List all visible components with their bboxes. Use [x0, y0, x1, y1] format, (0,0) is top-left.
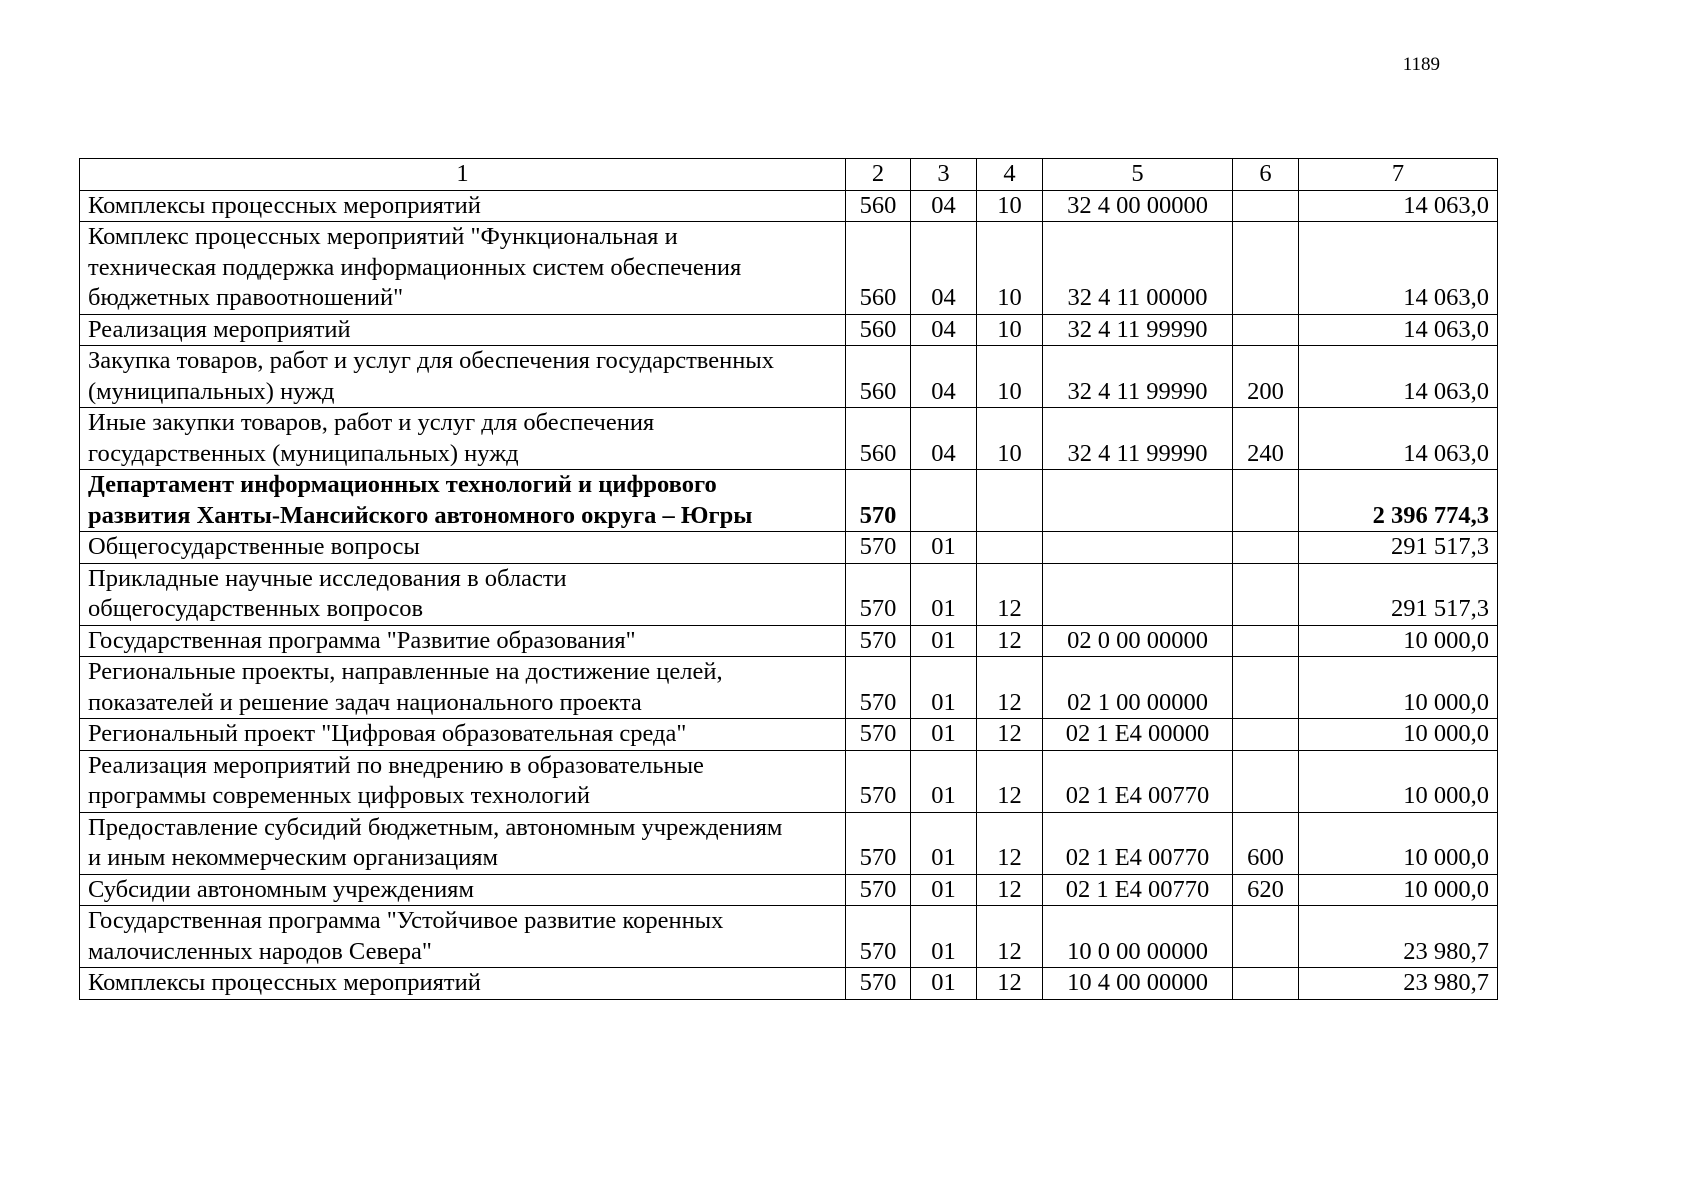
cell-name-line: Субсидии автономным учреждениям: [88, 875, 474, 903]
table-row: [80, 625, 1498, 657]
cell-code: 570: [846, 874, 911, 906]
cell-target-article: 32 4 11 99990: [1043, 408, 1233, 470]
cell-code: 560: [846, 346, 911, 408]
column-header-3: 3: [911, 159, 977, 191]
cell-subsection: 10: [977, 346, 1043, 408]
cell-section: 04: [911, 190, 977, 222]
page-number: 1189: [1402, 54, 1440, 75]
cell-expense-type: 240: [1233, 408, 1299, 470]
cell-target-article: 02 1 Е4 00770: [1043, 812, 1233, 874]
cell-amount: 14 063,0: [1299, 314, 1498, 346]
cell-name-line: государственных (муниципальных) нужд: [88, 439, 519, 467]
cell-target-article: 02 0 00 00000: [1043, 625, 1233, 657]
cell-code: 560: [846, 314, 911, 346]
cell-code: 560: [846, 408, 911, 470]
cell-section: 01: [911, 750, 977, 812]
cell-name-line: Общегосударственные вопросы: [88, 533, 420, 560]
cell-section: 01: [911, 874, 977, 906]
cell-name-line: Закупка товаров, работ и услуг для обеспечения государственных: [88, 347, 775, 374]
cell-subsection: 10: [977, 222, 1043, 315]
cell-section: 01: [911, 625, 977, 657]
cell-name-line: (муниципальных) нужд: [88, 377, 335, 405]
cell-name: [80, 906, 846, 968]
cell-target-article: 02 1 00 00000: [1043, 657, 1233, 719]
cell-name-line: развития Ханты-Мансийского автономного округа – Югры: [88, 501, 753, 529]
cell-section: 01: [911, 563, 977, 625]
cell-expense-type: [1233, 906, 1299, 968]
cell-name-line: Региональные проекты, направленные на достижение целей,: [88, 658, 723, 685]
cell-section: 01: [911, 657, 977, 719]
cell-name-line: бюджетных правоотношений": [88, 284, 404, 311]
table-row: [80, 314, 1498, 346]
cell-amount: 10 000,0: [1299, 750, 1498, 812]
cell-code: 570: [846, 968, 911, 1000]
cell-amount: 10 000,0: [1299, 657, 1498, 719]
cell-subsection: 12: [977, 657, 1043, 719]
cell-name: [80, 874, 846, 906]
cell-target-article: 02 1 Е4 00770: [1043, 750, 1233, 812]
cell-name-line: общегосударственных вопросов: [88, 595, 424, 622]
table-row: [80, 532, 1498, 564]
column-header-5: 5: [1043, 159, 1233, 191]
cell-section: 01: [911, 532, 977, 564]
cell-amount: 291 517,3: [1299, 563, 1498, 625]
cell-name-line: Иные закупки товаров, работ и услуг для обеспечения: [88, 409, 655, 436]
cell-code: 570: [846, 750, 911, 812]
cell-name-line: Прикладные научные исследования в области: [88, 564, 567, 592]
cell-target-article: 02 1 Е4 00000: [1043, 719, 1233, 751]
cell-section: 01: [911, 812, 977, 874]
cell-expense-type: [1233, 470, 1299, 532]
cell-expense-type: [1233, 532, 1299, 564]
cell-amount: 10 000,0: [1299, 874, 1498, 906]
cell-section: [911, 470, 977, 532]
cell-section: 04: [911, 222, 977, 315]
cell-subsection: 10: [977, 314, 1043, 346]
table-row: [80, 190, 1498, 222]
cell-subsection: 12: [977, 563, 1043, 625]
cell-section: 04: [911, 314, 977, 346]
cell-target-article: 02 1 Е4 00770: [1043, 874, 1233, 906]
cell-amount: 14 063,0: [1299, 408, 1498, 470]
cell-expense-type: 200: [1233, 346, 1299, 408]
cell-name: [80, 314, 846, 346]
table-row: [80, 222, 1498, 315]
cell-subsection: 12: [977, 968, 1043, 1000]
cell-name-line: Региональный проект "Цифровая образовательная среда": [88, 720, 687, 747]
table-header-row: [80, 159, 1498, 191]
cell-section: 01: [911, 906, 977, 968]
cell-subsection: 12: [977, 812, 1043, 874]
cell-subsection: 10: [977, 408, 1043, 470]
cell-target-article: 32 4 11 00000: [1043, 222, 1233, 315]
cell-expense-type: [1233, 968, 1299, 1000]
cell-amount: 10 000,0: [1299, 812, 1498, 874]
cell-name: [80, 812, 846, 874]
column-header-2: 2: [846, 159, 911, 191]
table-row: [80, 906, 1498, 968]
cell-name-line: показателей и решение задач национального проекта: [88, 688, 642, 716]
cell-expense-type: [1233, 625, 1299, 657]
cell-section: 01: [911, 968, 977, 1000]
cell-name-line: программы современных цифровых технологий: [88, 782, 590, 809]
cell-target-article: 10 4 00 00000: [1043, 968, 1233, 1000]
table-row: [80, 563, 1498, 625]
cell-expense-type: [1233, 222, 1299, 315]
cell-target-article: [1043, 563, 1233, 625]
cell-expense-type: [1233, 563, 1299, 625]
cell-name: [80, 346, 846, 408]
cell-expense-type: [1233, 657, 1299, 719]
cell-name-line: Предоставление субсидий бюджетным, автономным учреждениям: [88, 813, 783, 841]
cell-name-line: Комплексы процессных мероприятий: [88, 191, 481, 219]
cell-code: 570: [846, 563, 911, 625]
cell-expense-type: [1233, 750, 1299, 812]
table-row: [80, 812, 1498, 874]
cell-amount: 2 396 774,3: [1299, 470, 1498, 532]
cell-target-article: [1043, 532, 1233, 564]
cell-name: [80, 968, 846, 1000]
cell-subsection: 12: [977, 719, 1043, 751]
cell-name: [80, 719, 846, 751]
cell-name-line: малочисленных народов Севера": [88, 937, 432, 965]
cell-subsection: 12: [977, 625, 1043, 657]
cell-target-article: 10 0 00 00000: [1043, 906, 1233, 968]
cell-name: [80, 222, 846, 315]
column-header-6: 6: [1233, 159, 1299, 191]
cell-name: [80, 190, 846, 222]
cell-name: [80, 408, 846, 470]
cell-code: 570: [846, 532, 911, 564]
cell-name: [80, 657, 846, 719]
cell-expense-type: 620: [1233, 874, 1299, 906]
cell-target-article: 32 4 11 99990: [1043, 314, 1233, 346]
cell-name: [80, 625, 846, 657]
cell-amount: 14 063,0: [1299, 222, 1498, 315]
cell-subsection: [977, 470, 1043, 532]
cell-code: 570: [846, 719, 911, 751]
table-row: [80, 346, 1498, 408]
cell-target-article: 32 4 00 00000: [1043, 190, 1233, 222]
cell-expense-type: 600: [1233, 812, 1299, 874]
cell-name-line: техническая поддержка информационных систем обеспечения: [88, 253, 742, 281]
cell-code: 570: [846, 625, 911, 657]
cell-name-line: Департамент информационных технологий и цифрового: [88, 471, 717, 498]
cell-subsection: 12: [977, 750, 1043, 812]
cell-name: [80, 750, 846, 812]
cell-amount: 10 000,0: [1299, 625, 1498, 657]
cell-name-line: Реализация мероприятий по внедрению в образовательные: [88, 751, 704, 779]
table-row: [80, 719, 1498, 751]
cell-amount: 291 517,3: [1299, 532, 1498, 564]
cell-name: [80, 470, 846, 532]
column-header-1: 1: [80, 159, 846, 191]
cell-section: 04: [911, 408, 977, 470]
table-row: [80, 408, 1498, 470]
cell-code: 570: [846, 906, 911, 968]
cell-section: 01: [911, 719, 977, 751]
budget-table: [79, 158, 1498, 1000]
cell-name: [80, 532, 846, 564]
cell-name: [80, 563, 846, 625]
cell-section: 04: [911, 346, 977, 408]
cell-name-line: и иным некоммерческим организациям: [88, 844, 499, 871]
cell-subsection: 12: [977, 874, 1043, 906]
cell-amount: 10 000,0: [1299, 719, 1498, 751]
column-header-7: 7: [1299, 159, 1498, 191]
cell-expense-type: [1233, 719, 1299, 751]
cell-code: 560: [846, 222, 911, 315]
cell-name-line: Государственная программа "Развитие образования": [88, 626, 636, 654]
cell-name-line: Государственная программа "Устойчивое развитие коренных: [88, 907, 724, 934]
table-row: [80, 657, 1498, 719]
table-row: [80, 968, 1498, 1000]
cell-code: 570: [846, 657, 911, 719]
cell-amount: 14 063,0: [1299, 190, 1498, 222]
table-row: [80, 874, 1498, 906]
cell-code: 560: [846, 190, 911, 222]
cell-target-article: [1043, 470, 1233, 532]
cell-name-line: Комплекс процессных мероприятий "Функциональная и: [88, 223, 678, 250]
cell-subsection: [977, 532, 1043, 564]
cell-name-line: Реализация мероприятий: [88, 315, 351, 343]
column-header-4: 4: [977, 159, 1043, 191]
cell-code: 570: [846, 470, 911, 532]
cell-expense-type: [1233, 190, 1299, 222]
cell-amount: 23 980,7: [1299, 968, 1498, 1000]
cell-target-article: 32 4 11 99990: [1043, 346, 1233, 408]
cell-amount: 14 063,0: [1299, 346, 1498, 408]
table-row: [80, 750, 1498, 812]
table-row: [80, 470, 1498, 532]
cell-subsection: 10: [977, 190, 1043, 222]
cell-subsection: 12: [977, 906, 1043, 968]
cell-name-line: Комплексы процессных мероприятий: [88, 969, 481, 996]
cell-expense-type: [1233, 314, 1299, 346]
cell-amount: 23 980,7: [1299, 906, 1498, 968]
cell-code: 570: [846, 812, 911, 874]
